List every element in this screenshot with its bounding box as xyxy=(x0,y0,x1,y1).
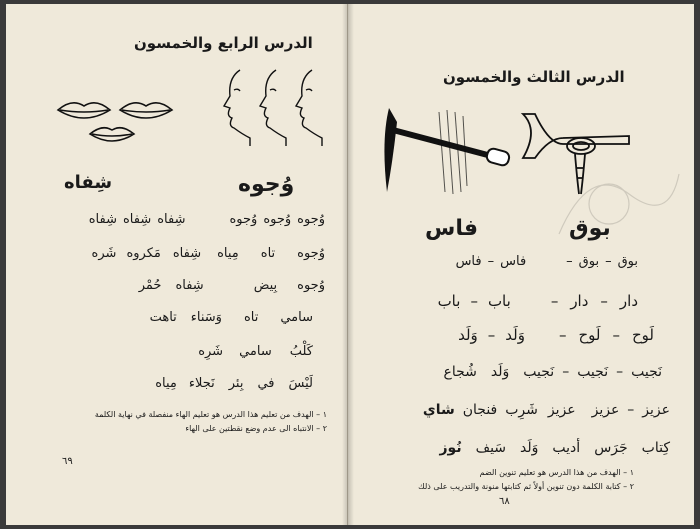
heading-booq: بوق xyxy=(569,216,611,241)
left-page-number: ٦٩ xyxy=(62,456,73,467)
trumpet-illustration xyxy=(519,108,639,200)
heading-wujooh: وُجوه xyxy=(238,172,295,197)
right-line-5: عزيز–عزيزعزيزشَرِبفنجانشاي xyxy=(422,402,670,418)
right-note-2: ٢ – كتابة الكلمة دون تنوين أولاً ثم كتابتها منونة والتدريب على ذلك xyxy=(418,482,634,491)
right-page xyxy=(349,4,694,525)
book-gutter xyxy=(342,4,354,525)
right-line-1: بوق–بوق–فاس–فاس xyxy=(455,254,638,269)
right-page-number: ٦٨ xyxy=(499,496,510,507)
lesson-54-title: الدرس الرابع والخمسون xyxy=(134,34,313,52)
left-line-4: ساميتاهوَسَناءتاهت xyxy=(149,310,313,325)
left-line-2: وُجوهتاهمِياهشِفاهمَكروهشَره xyxy=(91,246,325,261)
pickaxe-illustration xyxy=(379,100,519,200)
left-line-3: وُجوهبِيضشِفاهحُمْر xyxy=(138,278,325,293)
right-note-1: ١ – الهدف من هذا الدرس هو تعليم تنوين الضم xyxy=(479,468,634,477)
lips-illustration xyxy=(54,96,174,146)
left-line-6: لَيْسَفيبِئرنَجلاءمِياه xyxy=(155,376,313,391)
left-page xyxy=(6,4,348,525)
left-note-1: ١ – الهدف من تعليم هذا الدرس هو تعليم الهاء منفصلة في نهاية الكلمة xyxy=(94,410,327,419)
left-line-1: وُجوهوُجوهوُجوهشِفاهشِفاهشِفاه xyxy=(88,212,325,227)
left-line-5: كَلْبُساميشَرِه xyxy=(198,344,313,359)
open-book xyxy=(6,4,694,525)
right-line-4: نَجيب–نَجيب–نَجيبوَلَدشُجاع xyxy=(443,364,662,380)
right-line-3: لَوح–لَوح–وَلَد–وَلَد xyxy=(458,326,654,344)
right-line-6: كِتابجَرَسأديبوَلَدسَيفنُوز xyxy=(439,440,670,456)
faces-illustration xyxy=(220,68,330,148)
left-note-2: ٢ – الانتباه الى عدم وضع نقطتين على الهاء xyxy=(185,424,327,433)
heading-faas: فاس xyxy=(425,216,479,241)
lesson-53-title: الدرس الثالث والخمسون xyxy=(443,68,625,86)
right-line-2: دار–دار–باب–باب xyxy=(437,292,638,310)
heading-shifah: شِفاه xyxy=(64,172,113,193)
